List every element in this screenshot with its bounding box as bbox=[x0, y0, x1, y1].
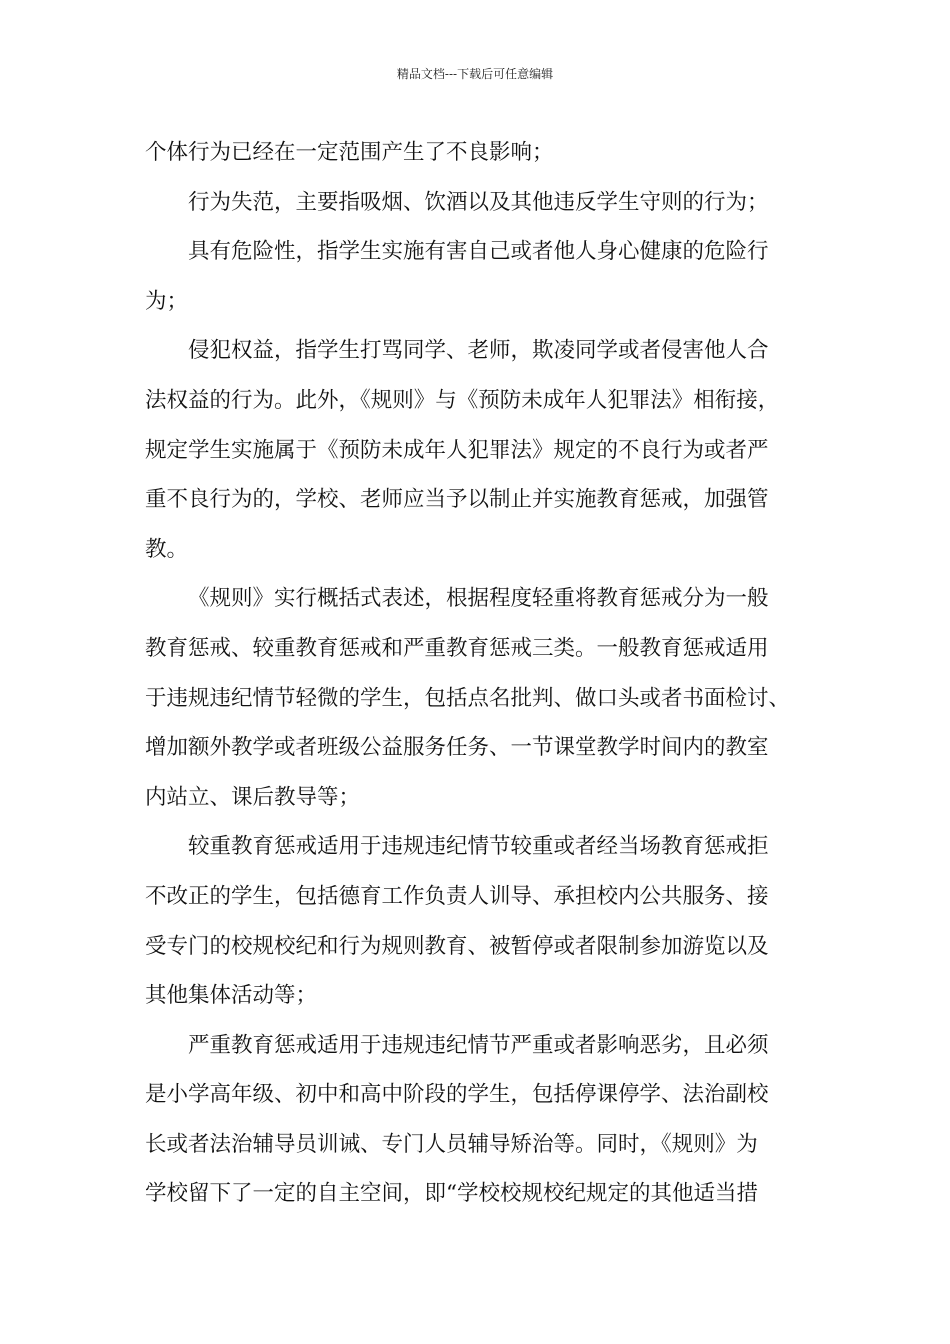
text-line: 不改正的学生，包括德育工作负责人训导、承担校内公共服务、接 bbox=[145, 883, 769, 909]
text-line: 长或者法治辅导员训诫、专门人员辅导矫治等。同时，《规则》为 bbox=[145, 1131, 758, 1157]
text-line: 具有危险性，指学生实施有害自己或者他人身心健康的危险行 bbox=[188, 239, 769, 265]
text-line: 为； bbox=[145, 288, 189, 314]
text-line: 学校留下了一定的自主空间，即“学校校规校纪规定的其他适当措 bbox=[145, 1181, 758, 1207]
text-line: 于违规违纪情节轻微的学生，包括点名批判、做口头或者书面检讨、 bbox=[145, 685, 791, 711]
text-line: 其他集体活动等； bbox=[145, 983, 318, 1009]
text-line: 重不良行为的，学校、老师应当予以制止并实施教育惩戒，加强管 bbox=[145, 487, 769, 513]
text-line: 规定学生实施属于《预防未成年人犯罪法》规定的不良行为或者严 bbox=[145, 437, 769, 463]
text-line: 个体行为已经在一定范围产生了不良影响； bbox=[145, 140, 554, 165]
text-line: 增加额外教学或者班级公益服务任务、一节课堂教学时间内的教室 bbox=[145, 735, 769, 761]
text-line: 受专门的校规校纪和行为规则教育、被暂停或者限制参加游览以及 bbox=[145, 933, 769, 959]
text-line: 是小学高年级、初中和高中阶段的学生，包括停课停学、法治副校 bbox=[145, 1082, 769, 1108]
text-line: 教育惩戒、较重教育惩戒和严重教育惩戒三类。一般教育惩戒适用 bbox=[145, 635, 769, 661]
text-line: 侵犯权益，指学生打骂同学、老师，欺凌同学或者侵害他人合 bbox=[188, 338, 769, 364]
text-line: 《规则》实行概括式表述，根据程度轻重将教育惩戒分为一般 bbox=[188, 586, 769, 612]
text-line: 内站立、课后教导等； bbox=[145, 784, 361, 810]
page-header: 精品文档---下载后可任意编辑 bbox=[396, 67, 554, 81]
text-line: 较重教育惩戒适用于违规违纪情节较重或者经当场教育惩戒拒 bbox=[188, 834, 769, 860]
text-line: 行为失范，主要指吸烟、饮酒以及其他违反学生守则的行为； bbox=[188, 189, 769, 215]
text-line: 教。 bbox=[145, 536, 189, 562]
text-line: 法权益的行为。此外，《规则》与《预防未成年人犯罪法》相衔接， bbox=[145, 387, 780, 413]
text-line: 严重教育惩戒适用于违规违纪情节严重或者影响恶劣，且必须 bbox=[188, 1032, 769, 1058]
document-body bbox=[145, 128, 845, 1219]
